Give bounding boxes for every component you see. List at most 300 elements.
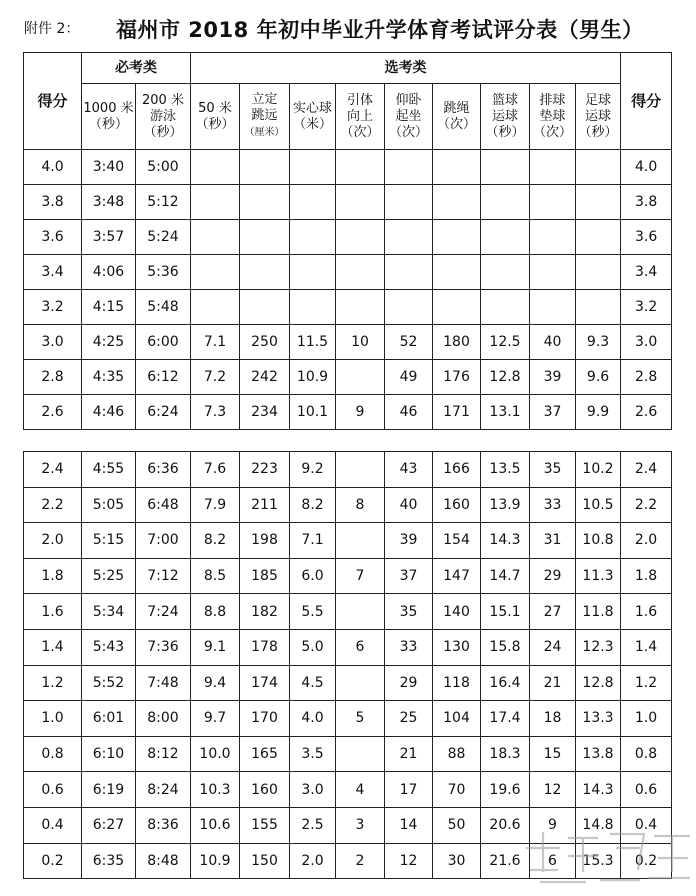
- table-cell: 3.4: [24, 255, 82, 290]
- table-cell: [530, 220, 576, 255]
- score-table-top: [23, 52, 672, 430]
- table-cell: 33: [530, 487, 576, 523]
- table-cell: 250: [240, 325, 290, 360]
- table-cell: 5:48: [136, 290, 191, 325]
- table-cell: 6:35: [82, 843, 136, 879]
- table-cell: 140: [433, 594, 481, 630]
- table-cell: 15: [530, 736, 576, 772]
- table-cell: 37: [385, 558, 433, 594]
- table-cell: 4.5: [290, 665, 336, 701]
- table-cell: 3:40: [82, 150, 136, 185]
- table-row: [24, 807, 672, 843]
- table-cell: 7.6: [191, 452, 240, 488]
- table-row: [24, 665, 672, 701]
- table-cell: 12.8: [576, 665, 621, 701]
- table-cell: 19.6: [481, 772, 530, 808]
- table-cell: 155: [240, 807, 290, 843]
- table-cell: 0.8: [621, 736, 672, 772]
- table-cell: 27: [530, 594, 576, 630]
- table-cell: 14.3: [481, 523, 530, 559]
- table-cell: 9.4: [191, 665, 240, 701]
- table-cell: [576, 185, 621, 220]
- table-cell: 2.2: [621, 487, 672, 523]
- table-cell: [191, 290, 240, 325]
- table-cell: 37: [530, 395, 576, 430]
- table-cell: [433, 290, 481, 325]
- table-cell: 3.2: [621, 290, 672, 325]
- table-cell: 3.0: [621, 325, 672, 360]
- table-cell: 6.0: [290, 558, 336, 594]
- table-cell: 160: [433, 487, 481, 523]
- table-cell: 1.0: [24, 701, 82, 737]
- table-cell: 165: [240, 736, 290, 772]
- table-cell: 5:36: [136, 255, 191, 290]
- table-cell: 15.3: [576, 843, 621, 879]
- table-cell: 46: [385, 395, 433, 430]
- table-cell: 154: [433, 523, 481, 559]
- col-1000m-header: 1000 米 （秒）: [82, 84, 136, 150]
- table-cell: 0.4: [24, 807, 82, 843]
- table-cell: [433, 185, 481, 220]
- table-cell: 7:36: [136, 629, 191, 665]
- table-cell: [481, 290, 530, 325]
- document-header: [8, 12, 688, 40]
- table-cell: [336, 594, 385, 630]
- col-football-header: 足球 运球 （秒）: [576, 84, 621, 150]
- table-cell: [433, 150, 481, 185]
- table-cell: 5:12: [136, 185, 191, 220]
- table-cell: 8:00: [136, 701, 191, 737]
- table-cell: 8: [336, 487, 385, 523]
- table-cell: [385, 150, 433, 185]
- table-cell: [240, 185, 290, 220]
- table-cell: 33: [385, 629, 433, 665]
- table-cell: 174: [240, 665, 290, 701]
- table-cell: [433, 220, 481, 255]
- table-cell: 12: [530, 772, 576, 808]
- table-cell: 14: [385, 807, 433, 843]
- table-cell: 2.4: [24, 452, 82, 488]
- table-cell: 13.3: [576, 701, 621, 737]
- table-cell: 4:35: [82, 360, 136, 395]
- table-cell: 15.1: [481, 594, 530, 630]
- table-cell: 8:12: [136, 736, 191, 772]
- table-cell: [336, 290, 385, 325]
- table-cell: 2: [336, 843, 385, 879]
- table-cell: 182: [240, 594, 290, 630]
- table-cell: 12.3: [576, 629, 621, 665]
- table-cell: 5:34: [82, 594, 136, 630]
- table-cell: 1.0: [621, 701, 672, 737]
- table-cell: 18.3: [481, 736, 530, 772]
- table-cell: 35: [530, 452, 576, 488]
- table-cell: [385, 290, 433, 325]
- table-cell: 1.4: [24, 629, 82, 665]
- table-cell: 9.7: [191, 701, 240, 737]
- table-cell: 6:48: [136, 487, 191, 523]
- table-cell: 1.8: [24, 558, 82, 594]
- table-cell: 11.8: [576, 594, 621, 630]
- table-cell: [336, 185, 385, 220]
- table-cell: 3.6: [24, 220, 82, 255]
- table-cell: 5:05: [82, 487, 136, 523]
- table-cell: 9.2: [290, 452, 336, 488]
- table-cell: 17: [385, 772, 433, 808]
- table-cell: 13.8: [576, 736, 621, 772]
- table-cell: [290, 220, 336, 255]
- table-row: [24, 360, 672, 395]
- table-cell: 242: [240, 360, 290, 395]
- table-cell: 10: [336, 325, 385, 360]
- table-cell: 2.8: [24, 360, 82, 395]
- table-cell: 3.2: [24, 290, 82, 325]
- table-cell: 9.1: [191, 629, 240, 665]
- attachment-label: 附件 2：: [24, 21, 80, 37]
- table-cell: 9: [530, 807, 576, 843]
- table-cell: [385, 220, 433, 255]
- table-cell: 1.4: [621, 629, 672, 665]
- table-cell: 13.9: [481, 487, 530, 523]
- table-cell: 7.1: [290, 523, 336, 559]
- table-cell: 13.1: [481, 395, 530, 430]
- table-cell: 10.9: [191, 843, 240, 879]
- table-cell: 7.2: [191, 360, 240, 395]
- table-row: [24, 255, 672, 290]
- table-cell: 5.0: [290, 629, 336, 665]
- table-cell: 234: [240, 395, 290, 430]
- table-cell: 14.8: [576, 807, 621, 843]
- table-cell: 70: [433, 772, 481, 808]
- table-cell: 0.6: [621, 772, 672, 808]
- table-cell: 43: [385, 452, 433, 488]
- table-cell: 171: [433, 395, 481, 430]
- table-row: [24, 150, 672, 185]
- table-cell: [240, 150, 290, 185]
- table-cell: 150: [240, 843, 290, 879]
- table-row: [24, 736, 672, 772]
- col-shot-put-header: 实心球 （米）: [290, 84, 336, 150]
- table-cell: 2.6: [621, 395, 672, 430]
- table-cell: 7:48: [136, 665, 191, 701]
- col-200m-swim-header: 200 米 游泳 （秒）: [136, 84, 191, 150]
- table-cell: [240, 220, 290, 255]
- table-cell: 5:15: [82, 523, 136, 559]
- table-cell: 0.2: [621, 843, 672, 879]
- table-cell: 29: [385, 665, 433, 701]
- document-title: 福州市 2018 年初中毕业升学体育考试评分表（男生）: [116, 18, 644, 42]
- table-cell: 7.3: [191, 395, 240, 430]
- table-cell: 2.0: [290, 843, 336, 879]
- table-cell: 1.2: [24, 665, 82, 701]
- table-cell: [290, 255, 336, 290]
- table-cell: 1.2: [621, 665, 672, 701]
- table-cell: 8:36: [136, 807, 191, 843]
- table-row: [24, 220, 672, 255]
- table-cell: 12.5: [481, 325, 530, 360]
- table-cell: [576, 255, 621, 290]
- table-cell: 10.6: [191, 807, 240, 843]
- table-cell: 5:25: [82, 558, 136, 594]
- required-group-header: 必考类: [82, 53, 191, 84]
- table-cell: [240, 290, 290, 325]
- table-cell: 12: [385, 843, 433, 879]
- table-cell: [481, 185, 530, 220]
- table-cell: 1.8: [621, 558, 672, 594]
- table-cell: 180: [433, 325, 481, 360]
- table-cell: [336, 220, 385, 255]
- table-cell: 7:12: [136, 558, 191, 594]
- table-row: [24, 487, 672, 523]
- table-cell: [336, 255, 385, 290]
- table-cell: [240, 255, 290, 290]
- table-cell: [530, 290, 576, 325]
- table-cell: 4.0: [290, 701, 336, 737]
- table-cell: 88: [433, 736, 481, 772]
- table-cell: 10.8: [576, 523, 621, 559]
- table-cell: 21.6: [481, 843, 530, 879]
- table-cell: [530, 255, 576, 290]
- table-cell: 4:15: [82, 290, 136, 325]
- table-cell: 17.4: [481, 701, 530, 737]
- table-cell: 8:24: [136, 772, 191, 808]
- table-cell: 10.5: [576, 487, 621, 523]
- table-cell: 9.3: [576, 325, 621, 360]
- table-cell: [385, 255, 433, 290]
- table-cell: 6:00: [136, 325, 191, 360]
- table-cell: [336, 736, 385, 772]
- table-cell: [336, 452, 385, 488]
- table-cell: 10.1: [290, 395, 336, 430]
- table-cell: 3.0: [290, 772, 336, 808]
- table-cell: 10.3: [191, 772, 240, 808]
- table-cell: 8.2: [191, 523, 240, 559]
- table-row: [24, 523, 672, 559]
- table-cell: 40: [385, 487, 433, 523]
- table-cell: 2.5: [290, 807, 336, 843]
- table-cell: [336, 523, 385, 559]
- table-cell: [290, 290, 336, 325]
- table-cell: 3.5: [290, 736, 336, 772]
- score-rows-bottom: [24, 452, 672, 879]
- table-row: [24, 594, 672, 630]
- score-header-right: 得分: [621, 53, 672, 150]
- table-cell: [191, 185, 240, 220]
- table-cell: 3.8: [24, 185, 82, 220]
- table-cell: 13.5: [481, 452, 530, 488]
- table-cell: 198: [240, 523, 290, 559]
- table-cell: 40: [530, 325, 576, 360]
- table-cell: 6:19: [82, 772, 136, 808]
- table-cell: 3:57: [82, 220, 136, 255]
- col-long-jump-header: 立定 跳远 （厘米）: [240, 84, 290, 150]
- table-cell: 39: [530, 360, 576, 395]
- table-cell: 104: [433, 701, 481, 737]
- table-cell: [481, 150, 530, 185]
- table-cell: 178: [240, 629, 290, 665]
- table-cell: 130: [433, 629, 481, 665]
- score-header-left: 得分: [24, 53, 82, 150]
- col-rope-header: 跳绳 （次）: [433, 84, 481, 150]
- table-cell: 10.0: [191, 736, 240, 772]
- table-cell: 4:46: [82, 395, 136, 430]
- table-cell: 166: [433, 452, 481, 488]
- table-cell: [530, 150, 576, 185]
- table-cell: 176: [433, 360, 481, 395]
- table-cell: [191, 220, 240, 255]
- table-cell: [385, 185, 433, 220]
- table-cell: [290, 150, 336, 185]
- table-cell: 4: [336, 772, 385, 808]
- table-cell: 2.8: [621, 360, 672, 395]
- table-cell: 7:24: [136, 594, 191, 630]
- table-row: [24, 395, 672, 430]
- table-cell: 0.4: [621, 807, 672, 843]
- table-cell: [481, 255, 530, 290]
- table-cell: 8.2: [290, 487, 336, 523]
- table-cell: 6:12: [136, 360, 191, 395]
- table-cell: 4:55: [82, 452, 136, 488]
- score-rows-top: [24, 150, 672, 430]
- table-cell: 4.0: [621, 150, 672, 185]
- table-row: [24, 452, 672, 488]
- table-cell: 3.6: [621, 220, 672, 255]
- table-cell: 5:52: [82, 665, 136, 701]
- table-cell: 30: [433, 843, 481, 879]
- table-cell: 24: [530, 629, 576, 665]
- table-cell: 6: [336, 629, 385, 665]
- table-cell: [433, 255, 481, 290]
- table-cell: [576, 220, 621, 255]
- table-cell: 8:48: [136, 843, 191, 879]
- table-cell: 0.2: [24, 843, 82, 879]
- table-cell: 6:24: [136, 395, 191, 430]
- table-cell: 0.8: [24, 736, 82, 772]
- table-cell: 21: [530, 665, 576, 701]
- table-cell: 16.4: [481, 665, 530, 701]
- elective-group-header: 选考类: [191, 53, 621, 84]
- table-cell: 18: [530, 701, 576, 737]
- table-cell: 25: [385, 701, 433, 737]
- table-cell: 3.0: [24, 325, 82, 360]
- table-cell: 11.5: [290, 325, 336, 360]
- table-cell: 0.6: [24, 772, 82, 808]
- table-cell: [576, 150, 621, 185]
- table-cell: [290, 185, 336, 220]
- table-cell: 5:00: [136, 150, 191, 185]
- score-table-bottom: [23, 451, 672, 879]
- table-cell: 6:27: [82, 807, 136, 843]
- col-50m-header: 50 米 （秒）: [191, 84, 240, 150]
- table-cell: 52: [385, 325, 433, 360]
- table-cell: 5:43: [82, 629, 136, 665]
- table-cell: 2.0: [621, 523, 672, 559]
- table-cell: 4:25: [82, 325, 136, 360]
- table-cell: 5: [336, 701, 385, 737]
- col-situp-header: 仰卧 起坐 （次）: [385, 84, 433, 150]
- table-cell: 9.6: [576, 360, 621, 395]
- table-row: [24, 558, 672, 594]
- table-cell: 20.6: [481, 807, 530, 843]
- table-cell: 6: [530, 843, 576, 879]
- table-cell: 10.2: [576, 452, 621, 488]
- table-row: [24, 843, 672, 879]
- table-cell: 8.8: [191, 594, 240, 630]
- table-cell: 211: [240, 487, 290, 523]
- table-cell: [481, 220, 530, 255]
- table-cell: 31: [530, 523, 576, 559]
- table-cell: 7.9: [191, 487, 240, 523]
- table-cell: 21: [385, 736, 433, 772]
- table-cell: 5:24: [136, 220, 191, 255]
- table-cell: [336, 665, 385, 701]
- table-cell: 147: [433, 558, 481, 594]
- table-cell: 15.8: [481, 629, 530, 665]
- table-cell: 9: [336, 395, 385, 430]
- table-cell: 3: [336, 807, 385, 843]
- table-cell: 9.9: [576, 395, 621, 430]
- table-cell: 6:01: [82, 701, 136, 737]
- table-cell: 6:10: [82, 736, 136, 772]
- table-cell: 170: [240, 701, 290, 737]
- table-row: [24, 629, 672, 665]
- table-cell: 2.4: [621, 452, 672, 488]
- table-cell: [191, 255, 240, 290]
- table-cell: 49: [385, 360, 433, 395]
- table-cell: 2.6: [24, 395, 82, 430]
- table-row: [24, 701, 672, 737]
- table-cell: 35: [385, 594, 433, 630]
- table-cell: 3.8: [621, 185, 672, 220]
- col-volleyball-header: 排球 垫球 （次）: [530, 84, 576, 150]
- col-pullup-header: 引体 向上 （次）: [336, 84, 385, 150]
- table-cell: 6:36: [136, 452, 191, 488]
- table-cell: 4.0: [24, 150, 82, 185]
- table-cell: 2.0: [24, 523, 82, 559]
- table-cell: [191, 150, 240, 185]
- table-cell: 4:06: [82, 255, 136, 290]
- table-cell: 14.7: [481, 558, 530, 594]
- table-cell: 3:48: [82, 185, 136, 220]
- table-row: [24, 772, 672, 808]
- table-cell: 14.3: [576, 772, 621, 808]
- table-row: [24, 325, 672, 360]
- table-row: [24, 185, 672, 220]
- table-cell: [336, 360, 385, 395]
- col-basketball-header: 篮球 运球 （秒）: [481, 84, 530, 150]
- table-cell: 29: [530, 558, 576, 594]
- table-cell: 223: [240, 452, 290, 488]
- table-cell: 118: [433, 665, 481, 701]
- table-cell: 50: [433, 807, 481, 843]
- table-cell: 8.5: [191, 558, 240, 594]
- table-cell: 7.1: [191, 325, 240, 360]
- table-cell: 5.5: [290, 594, 336, 630]
- table-cell: 12.8: [481, 360, 530, 395]
- table-cell: [576, 290, 621, 325]
- table-cell: 10.9: [290, 360, 336, 395]
- table-cell: 7: [336, 558, 385, 594]
- table-cell: 185: [240, 558, 290, 594]
- table-row: [24, 290, 672, 325]
- table-cell: 160: [240, 772, 290, 808]
- table-cell: [530, 185, 576, 220]
- table-cell: 1.6: [24, 594, 82, 630]
- table-cell: 3.4: [621, 255, 672, 290]
- table-cell: [336, 150, 385, 185]
- table-cell: 11.3: [576, 558, 621, 594]
- table-cell: 2.2: [24, 487, 82, 523]
- table-cell: 1.6: [621, 594, 672, 630]
